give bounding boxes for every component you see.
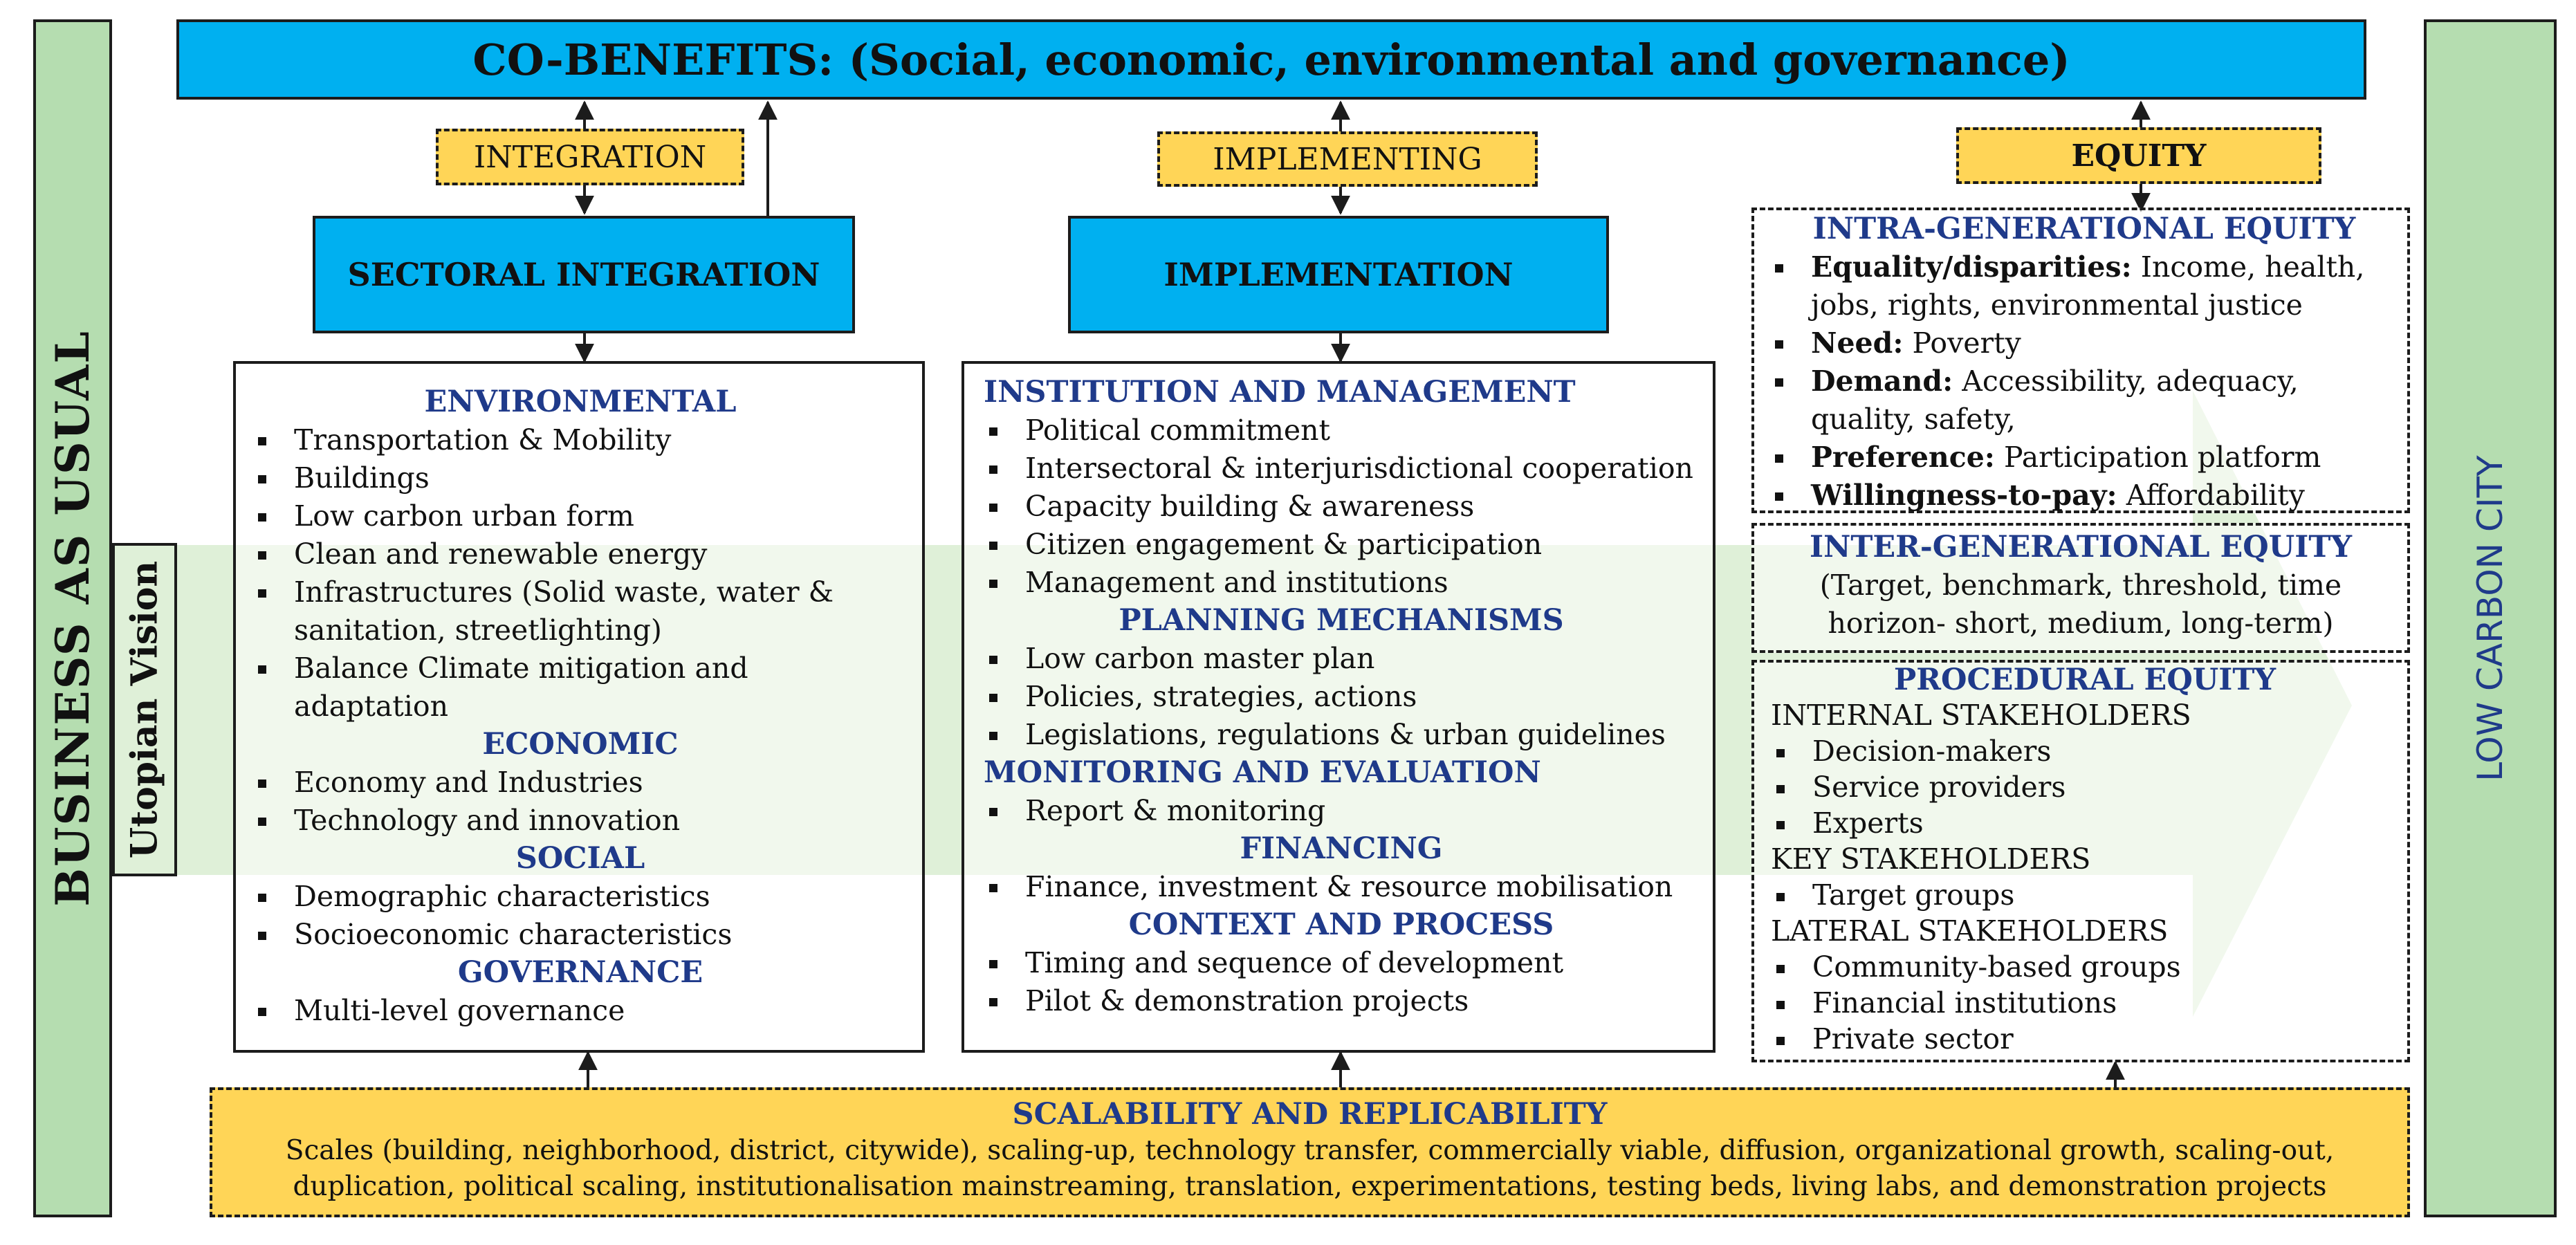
scalability-heading: SCALABILITY AND REPLICABILITY [1012,1097,1608,1132]
lateral-stakeholders-list [1771,949,2399,1057]
business-as-usual-bar [33,19,112,1217]
list-item: Intersectoral & interjurisdictional cooperation [984,450,1699,488]
co-benefits-title: CO-BENEFITS: (Social, economic, environmental and governance) [472,34,2070,85]
intra-list [1769,248,2399,515]
intra-heading: INTRA-GENERATIONAL EQUITY [1812,212,2356,246]
list-item: Economy and Industries [252,764,908,802]
economic-list [252,764,908,840]
list-item: Socioeconomic characteristics [252,916,908,954]
item-text: Accessibility, adequacy, quality, safety, [1811,365,2299,436]
financing-heading: FINANCING [1240,831,1443,866]
implementation-title: IMPLEMENTATION [1163,256,1514,293]
list-item [1769,477,2399,515]
list-item: Target groups [1771,877,2399,913]
list-item: Political commitment [984,412,1699,450]
equity-label [1956,127,2321,184]
list-item: Community-based groups [1771,949,2399,985]
co-benefits-banner [176,19,2366,100]
integration-details-box [233,361,925,1053]
social-heading: SOCIAL [515,841,645,876]
inter-generational-equity-box [1751,523,2410,653]
list-item: Transportation & Mobility [252,421,908,459]
scalability-text: Scales (building, neighborhood, district, citywide), scaling-up, technology transfer, commercially viable, diffusion, organizational growth, scaling-out, duplication, political scaling, institutionalisation mainstreaming, translation, experimentations, testing beds, living labs, and demonstration projects [285,1135,2335,1202]
item-term: Willingness-to-pay: [1811,479,2117,512]
context-list [984,944,1699,1020]
list-item: Private sector [1771,1021,2399,1057]
monitoring-heading: MONITORING AND EVALUATION [984,755,1541,790]
list-item: Pilot & demonstration projects [984,982,1699,1020]
financing-list [984,868,1699,906]
list-item: Multi-level governance [252,992,908,1030]
item-text: Income, health, jobs, rights, environmental justice [1811,250,2365,322]
item-text: Participation platform [1994,441,2321,474]
equity-text: EQUITY [2071,138,2207,174]
integration-text: INTEGRATION [473,139,707,175]
list-item: Demographic characteristics [252,878,908,916]
item-term: Need: [1811,326,1904,360]
environmental-heading: ENVIRONMENTAL [424,385,737,419]
list-item: Finance, investment & resource mobilisation [984,868,1699,906]
list-item: Experts [1771,805,2399,841]
list-item [1769,362,2399,439]
list-item: Technology and innovation [252,802,908,840]
procedural-heading: PROCEDURAL EQUITY [1893,663,2276,697]
procedural-equity-box [1751,660,2410,1062]
institution-heading: INSTITUTION AND MANAGEMENT [984,375,1576,409]
stakeholder-group-heading: INTERNAL STAKEHOLDERS [1771,699,2191,732]
list-item: Timing and sequence of development [984,944,1699,982]
implementing-label [1157,131,1538,187]
inter-text: (Target, benchmark, threshold, time horizon- short, medium, long-term) [1819,569,2342,640]
institution-list [984,412,1699,602]
integration-label [436,129,744,185]
list-item: Citizen engagement & participation [984,526,1699,564]
list-item: Management and institutions [984,564,1699,602]
social-list [252,878,908,954]
environmental-list [252,421,908,726]
utopian-vision-label: Utopian Vision [123,560,166,859]
implementation-box [1068,216,1609,333]
list-item: Legislations, regulations & urban guidelines [984,716,1699,754]
list-item: Service providers [1771,769,2399,805]
item-term: Preference: [1811,441,1995,474]
list-item: Low carbon urban form [252,497,908,535]
stakeholder-group-heading: LATERAL STAKEHOLDERS [1771,914,2169,948]
list-item [1769,248,2399,324]
list-item: Buildings [252,459,908,497]
sectoral-integration-title: SECTORAL INTEGRATION [347,256,820,293]
sectoral-integration-box [313,216,855,333]
utopian-vision-box [112,543,177,876]
list-item: Policies, strategies, actions [984,678,1699,716]
intra-generational-equity-box [1751,208,2410,513]
list-item [1769,439,2399,477]
scalability-box [210,1087,2410,1217]
list-item: Financial institutions [1771,985,2399,1021]
planning-heading: PLANNING MECHANISMS [1119,603,1564,638]
implementing-text: IMPLEMENTING [1213,141,1482,177]
item-text: Poverty [1903,326,2021,360]
internal-stakeholders-list [1771,733,2399,841]
list-item: Low carbon master plan [984,640,1699,678]
context-heading: CONTEXT AND PROCESS [1128,907,1554,942]
list-item [1769,324,2399,362]
business-as-usual-label: BUSINESS AS USUAL [46,330,100,907]
list-item: Report & monitoring [984,792,1699,830]
low-carbon-city-label: LOW CARBON CITY [2470,455,2510,782]
economic-heading: ECONOMIC [482,727,679,762]
item-term: Demand: [1811,365,1953,398]
stakeholder-group-heading: KEY STAKEHOLDERS [1771,842,2091,876]
monitoring-list [984,792,1699,830]
list-item: Balance Climate mitigation and adaptation [252,649,908,726]
governance-list [252,992,908,1030]
inter-heading: INTER-GENERATIONAL EQUITY [1809,530,2353,564]
implementation-details-box [962,361,1715,1053]
item-text: Affordability [2117,479,2305,512]
list-item: Capacity building & awareness [984,488,1699,526]
list-item: Infrastructures (Solid waste, water & sanitation, streetlighting) [252,573,908,649]
key-stakeholders-list [1771,877,2399,913]
list-item: Clean and renewable energy [252,535,908,573]
list-item: Decision-makers [1771,733,2399,769]
governance-heading: GOVERNANCE [457,955,703,990]
item-term: Equality/disparities: [1811,250,2132,284]
planning-list [984,640,1699,754]
low-carbon-city-bar [2424,19,2557,1217]
